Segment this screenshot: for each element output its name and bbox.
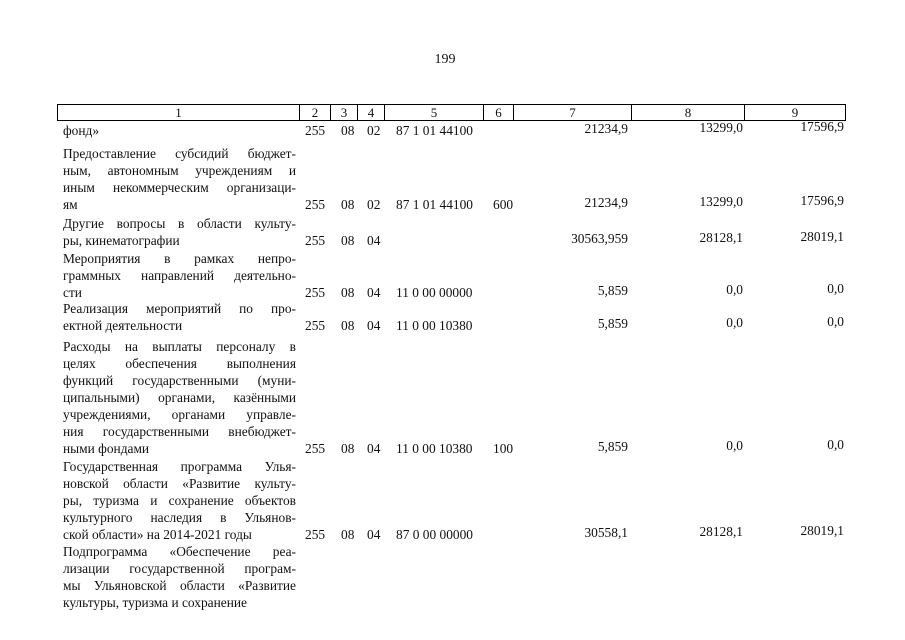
page-number: 199 [434, 52, 456, 67]
column-header-3: 3 [331, 105, 358, 121]
amount-col-7: 30563,959 [571, 231, 628, 246]
amount-col-8: 0,0 [726, 438, 743, 453]
section-code: 255 [305, 441, 326, 456]
column-header-4: 4 [358, 105, 385, 121]
subsection-code-2: 04 [367, 285, 381, 300]
subsection-code: 08 [341, 285, 355, 300]
section-code: 255 [305, 318, 326, 333]
target-article-code: 11 0 00 10380 [396, 318, 473, 333]
amount-col-9: 0,0 [827, 314, 844, 329]
section-code: 255 [305, 233, 326, 248]
row-description [63, 458, 296, 543]
description-line: мы Ульяновской области «Развитие [63, 578, 296, 593]
description-line: культуры, туризма и сохранение [63, 595, 248, 610]
amount-col-8: 13299,0 [699, 120, 743, 135]
amount-col-9: 28019,1 [800, 229, 844, 244]
description-line: Мероприятия в рамках непро- [63, 251, 296, 266]
amount-col-9: 28019,1 [800, 523, 844, 538]
amount-col-8: 13299,0 [699, 194, 743, 209]
subsection-code: 08 [341, 233, 355, 248]
subsection-code-2: 04 [367, 441, 381, 456]
amount-col-8: 0,0 [726, 315, 743, 330]
description-line: граммных направлений деятельно- [63, 268, 296, 283]
description-line: ния государственными внебюджет- [63, 424, 296, 439]
description-line: лизации государственной програм- [63, 561, 296, 576]
amount-col-9: 17596,9 [800, 119, 844, 134]
row-description [63, 145, 296, 213]
column-header-5: 5 [385, 105, 484, 121]
row-description [63, 122, 296, 139]
description-line: Реализация мероприятий по про- [63, 301, 296, 316]
target-article-code: 11 0 00 00000 [396, 285, 473, 300]
amount-col-7: 21234,9 [584, 195, 628, 210]
description-line: ры, туризма и сохранение объектов [63, 493, 296, 508]
subsection-code: 08 [341, 527, 355, 542]
column-header-6: 6 [484, 105, 514, 121]
description-line: фонд» [63, 123, 100, 138]
subsection-code: 08 [341, 318, 355, 333]
amount-col-7: 21234,9 [584, 121, 628, 136]
amount-col-7: 5,859 [597, 439, 628, 454]
column-header-2: 2 [300, 105, 331, 121]
description-line: Предоставление субсидий бюджет- [63, 146, 296, 161]
description-line: Государственная программа Улья- [63, 459, 296, 474]
section-code: 255 [305, 285, 326, 300]
description-line: ской области» на 2014-2021 годы [63, 527, 252, 542]
subsection-code: 08 [341, 123, 355, 138]
description-line: целях обеспечения выполнения [63, 356, 296, 371]
subsection-code: 08 [341, 441, 355, 456]
target-article-code: 87 1 01 44100 [396, 123, 473, 138]
description-line: Другие вопросы в области культу- [63, 216, 296, 231]
amount-col-8: 0,0 [726, 282, 743, 297]
target-article-code: 11 0 00 10380 [396, 441, 473, 456]
column-header-7: 7 [514, 105, 632, 121]
column-header-1: 1 [58, 105, 300, 121]
description-line: ектной деятельности [63, 318, 183, 333]
description-line: Расходы на выплаты персоналу в [63, 339, 296, 354]
row-description [63, 338, 296, 457]
description-line: ципальными) органами, казёнными [63, 390, 296, 405]
target-article-code: 87 1 01 44100 [396, 197, 473, 212]
section-code: 255 [305, 527, 326, 542]
section-code: 255 [305, 197, 326, 212]
subsection-code: 08 [341, 197, 355, 212]
subsection-code-2: 02 [367, 197, 381, 212]
subsection-code-2: 02 [367, 123, 381, 138]
subsection-code-2: 04 [367, 318, 381, 333]
description-line: функций государственными (муни- [63, 373, 296, 388]
subsection-code-2: 04 [367, 233, 381, 248]
description-line: ным, автономным учреждениям и [63, 163, 296, 178]
amount-col-8: 28128,1 [699, 230, 743, 245]
amount-col-9: 0,0 [827, 281, 844, 296]
amount-col-9: 17596,9 [800, 193, 844, 208]
amount-col-8: 28128,1 [699, 524, 743, 539]
expense-type-code: 100 [493, 441, 514, 456]
row-description [63, 215, 296, 249]
row-description [63, 300, 296, 334]
row-description [63, 250, 296, 301]
description-line: Подпрограмма «Обеспечение реа- [63, 544, 296, 559]
description-line: ям [63, 197, 78, 212]
amount-col-9: 0,0 [827, 437, 844, 452]
column-header-8: 8 [632, 105, 745, 121]
subsection-code-2: 04 [367, 527, 381, 542]
description-line: культурного наследия в Ульянов- [63, 510, 296, 525]
description-line: ры, кинематографии [63, 233, 180, 248]
description-line: ными фондами [63, 441, 150, 456]
amount-col-7: 5,859 [597, 283, 628, 298]
target-article-code: 87 0 00 00000 [396, 527, 473, 542]
description-line: иным некоммерческим организаци- [63, 180, 296, 195]
amount-col-7: 5,859 [597, 316, 628, 331]
description-line: сти [63, 285, 82, 300]
expense-type-code: 600 [493, 197, 514, 212]
column-header-9: 9 [745, 105, 846, 121]
section-code: 255 [305, 123, 326, 138]
description-line: новской области «Развитие культу- [63, 476, 296, 491]
amount-col-7: 30558,1 [584, 525, 628, 540]
description-line: учреждениями, органами управле- [63, 407, 296, 422]
row-description [63, 543, 296, 611]
